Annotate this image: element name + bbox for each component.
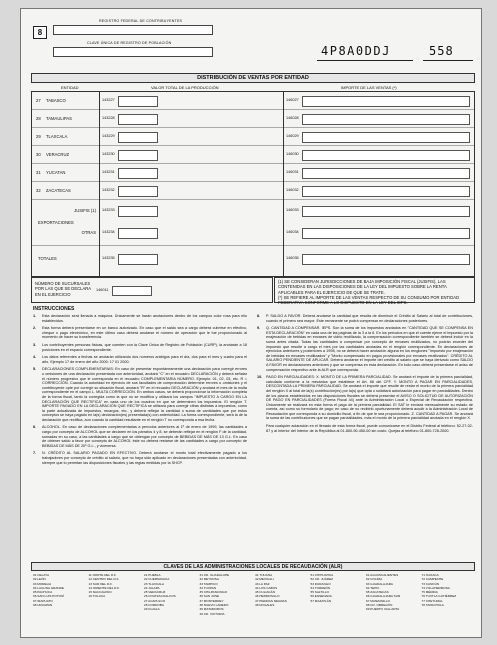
row-number: 32 xyxy=(36,188,41,193)
alr-column xyxy=(255,573,287,607)
alr-code-item: 11 NORTE DEL D.F. xyxy=(88,573,117,577)
table-notes xyxy=(274,277,475,306)
row-entity: TAMAULIPAS xyxy=(46,116,72,121)
alr-code-item: 46 HERMOSILLO xyxy=(255,594,280,599)
alr-code-item: 51 CHIHUAHUA xyxy=(310,573,334,577)
alr-code-item: 08 URUAPAN xyxy=(33,603,53,608)
alr-column xyxy=(89,573,120,599)
tax-form-page xyxy=(20,8,482,638)
importe-field[interactable] xyxy=(302,206,470,217)
alr-code-item: 77 CHETUMAL xyxy=(421,598,443,603)
col-header-valor: VALOR TOTAL DE LA PRODUCCIÓN xyxy=(151,85,219,90)
rfc-field[interactable] xyxy=(53,25,213,35)
export-label: EXPORTACIONES xyxy=(38,220,74,225)
column-divider xyxy=(283,91,284,277)
importe-field[interactable] xyxy=(302,114,470,125)
row-entity: VERACRUZ xyxy=(46,152,70,157)
alr-code-item: 31 CD. GUADALUPE xyxy=(199,573,230,577)
alr-code-item: 76 TUXTLA GUTIÉRREZ xyxy=(421,594,457,599)
row-number: 31 xyxy=(36,170,41,175)
row-code-b: 146030 xyxy=(286,152,299,156)
valor-field[interactable] xyxy=(118,96,158,107)
alr-code-item: 74 VILLAHERMOSA xyxy=(421,585,450,590)
alr-code-item: 27 ACAPULCO xyxy=(144,598,166,603)
row-entity: TLAXCALA xyxy=(46,134,68,139)
alr-code-item: 78 TAPACHULA xyxy=(421,603,444,608)
row-entity: OTRAS xyxy=(81,230,96,235)
importe-field[interactable] xyxy=(302,228,470,239)
importe-field[interactable] xyxy=(302,132,470,143)
alr-code-item: 45 CULIACÁN xyxy=(255,590,275,595)
alr-code-item: 21 PUEBLA xyxy=(144,573,161,577)
alr-column xyxy=(311,573,334,603)
instruction-contact: Para cualquier aclaración en el llenado de esta forma fiscal, puede comunicarse en el Distrito Federal al teléfono: 52-27-02-87 y al Interior del Interior de la República al 01-800-90-450-00 sin costo. Quejas al teléfono 01-800-728-2000. xyxy=(266,424,473,433)
row-code-a: 143230 xyxy=(102,152,115,156)
valor-total-field[interactable] xyxy=(118,254,158,265)
alr-code-item: 65 ZACATECAS xyxy=(366,590,389,595)
alr-code-item: 33 TAMPICO xyxy=(199,581,218,586)
instructions-right-column xyxy=(257,314,473,436)
alr-code-item: 57 MAZATLÁN xyxy=(310,598,332,603)
curp-label: CLAVE ÚNICA DE REGISTRO DE POBLACIÓN xyxy=(87,41,172,45)
alr-code-item: 48 NOGALES xyxy=(255,603,275,608)
alr-code-item: 71 OAXACA xyxy=(421,573,439,577)
page-handwritten-value: 558 xyxy=(429,44,454,58)
valor-field[interactable] xyxy=(118,228,158,239)
importe-field[interactable] xyxy=(302,186,470,197)
instruction-item: 5. DECLARACIONES COMPLEMENTARIAS: En caso de presentar espontáneamente una declaración para corregir errores u omisiones de una declaración presentada con anterioridad, anotará "C" en el recuadro DECLARACIÓN y deberá señalar el número progresivo que le corresponda en el recuadro COMPLEMENTARIA NÚMERO. Ejemplo: 01, 02, 03, etc. R = CORRECCIÓN. Cuando la autoridad en ejercicio de sus facultades de comprobación determine errores u omisiones y el contribuyente opte por corregir su situación fiscal, anotará "R" en el recuadro DECLARACIÓN y anotará el mes de la multa correspondiente en el campo L. MULTA CORRECCIÓN. En ambos casos, se deberá proporcionar la información completa de la forma fiscal, tanto la corregida como la que no se modifica y utilizará los campos "IMPUESTO A CARGO EN LA DECLARACIÓN QUE RECTIFICA" en cada uno de los cuadros en que se determinen los impuestos. El renglón T. IMPORTE PAGADO EN LA DECLARACIÓN QUE RECTIFICA se utilizará para corregir cifras distintas a impuestos, como la parte actualizada de impuestos, recargos, etc., y deberá reflejar la cantidad o suma de cantidades que por estos conceptos se haya pagado en la(s) declaración(es) presentada(s) con anterioridad. La forma correspondiente, será la de la declaración que rectifica, aun cuando la cantidad resultante en el renglón T no corresponda a esa fecha. xyxy=(33,367,247,422)
alr-code-item: 53 DURANGO xyxy=(310,581,331,586)
sucursales-code: 146011 xyxy=(96,288,109,292)
alr-code-item: 05 PACHUCA xyxy=(33,590,53,595)
row-code-a: 143229 xyxy=(102,134,115,138)
row-number: 29 xyxy=(36,134,41,139)
alr-code-item: 38 NUEVO LAREDO xyxy=(199,603,229,608)
row-code-a: 143233 xyxy=(102,208,115,212)
page-number-box: 8 xyxy=(33,26,47,39)
table-title: DISTRIBUCIÓN DE VENTAS POR ENTIDAD xyxy=(31,73,475,83)
alr-code-item: 66 GUADALAJARA SUR xyxy=(366,594,401,599)
alr-code-item: 34 TUXPAN xyxy=(199,585,217,590)
alr-title: CLAVES DE LAS ADMINISTRACIONES LOCALES DE RECAUDACIÓN (ALR) xyxy=(31,562,475,571)
alr-column xyxy=(144,573,176,612)
alr-code-item: 40 CD. VICTORIA xyxy=(199,611,225,616)
note-jusifis: (1) SE CONSIDERAN JURISDICCIONES DE BAJA IMPOSICIÓN FISCAL (JUSIFIS), LAS CONTENIDAS EN LAS DISPOSICIONES DE LA LEY DEL IMPUESTO SOBRE LA RENTA APLICABLES PARA EL EJERCICIO DE QUE SE TRATE. xyxy=(278,279,447,295)
sucursales-field[interactable] xyxy=(112,286,152,296)
importe-field[interactable] xyxy=(302,150,470,161)
valor-field[interactable] xyxy=(118,114,158,125)
valor-field[interactable] xyxy=(118,168,158,179)
alr-code-item: 68 CD. OBREGÓN xyxy=(366,603,393,608)
alr-code-item: 23 TLAXCALA xyxy=(144,581,165,586)
alr-code-item: 55 SALTILLO xyxy=(310,590,330,595)
alr-code-item: 03 MORELIA xyxy=(33,581,52,586)
sales-distribution-table xyxy=(31,91,475,277)
row-entity: JUSIFIS (1) xyxy=(74,208,96,213)
alr-code-grid xyxy=(31,573,475,629)
row-entity: ZACATECAS xyxy=(46,188,71,193)
alr-code-item: 42 MEXICALI xyxy=(255,577,274,582)
page-underline xyxy=(423,60,473,61)
alr-code-item: 54 TORREÓN xyxy=(310,585,331,590)
importe-total-field[interactable] xyxy=(302,254,470,265)
alr-code-item: 47 PIEDRAS NEGRAS xyxy=(255,598,287,603)
alr-code-item: 75 MÉRIDA xyxy=(421,590,438,595)
rfc-underline xyxy=(317,60,413,61)
rfc-handwritten-value: 4P8A0DDJ xyxy=(321,44,391,58)
rfc-label: REGISTRO FEDERAL DE CONTRIBUYENTES xyxy=(99,19,183,23)
instructions-title: INSTRUCCIONES xyxy=(33,306,75,312)
row-entity: TABASCO xyxy=(46,98,66,103)
instruction-item: 10. PAGO EN PARCIALIDADES: X. MONTO DE LA PRIMERA PARCIALIDAD. Se anotará el importe de la primera parcialidad, calculada conforme a la mecánica que establece el Art. 66 del CFF. Y. MONTO A PAGAR EN PARCIALIDADES, DESCONTADA LA PRIMERA PARCIALIDAD. Se anotará el importe que resulte de restar el monto de la primera parcialidad del renglón X al total de la(s) contribución(es) por la(s) que opta o solicitará autorización para pagar en parcialidades. Dentro de los plazos establecidos en las disposiciones fiscales se deberá presentar el AVISO O SOLICITUD DE AUTORIZACIÓN DE PAGO EN PARCIALIDADES (Forma Fiscal 44) ante la Administración Local o Especial de Recaudación respectiva. Únicamente se realizará en esta forma el pago de la primera parcialidad. El SAT le enviará mensualmente su estado de cuenta, así como su formulario de pago; en caso de no recibirlo oportunamente deberá acudir a la Administración Local de Recaudación que corresponda a su domicilio fiscal, a fin de que le sea proporcionado. Z. CANTIDAD A PAGAR. Se anotará la suma de las contribuciones que se pagan parcialidades, más el monto de la primera parcialidad anotada en el renglón X. xyxy=(257,375,473,421)
column-divider xyxy=(99,91,100,277)
totals-label: TOTALES xyxy=(38,256,57,261)
valor-field[interactable] xyxy=(118,132,158,143)
alr-code-item: 52 CD. JUÁREZ xyxy=(310,577,334,582)
alr-code-item: 56 ENSENADA xyxy=(310,594,332,599)
instruction-item: 3. Los contribuyentes personas físicas, que cuenten con la Clave Única de Registro de Población (CURP), la anotarán a 18 posiciones en el espacio correspondiente. xyxy=(33,342,247,352)
row-code-b: 146031 xyxy=(286,170,299,174)
row-code-b: 146032 xyxy=(286,188,299,192)
row-code-a: 143232 xyxy=(102,188,115,192)
alr-code-item: 04 LAGUNA GRANDE xyxy=(33,585,64,590)
valor-field[interactable] xyxy=(118,150,158,161)
alr-column xyxy=(33,573,64,607)
alr-code-item: 16 TOLUCA xyxy=(88,594,106,599)
row-code-b: 146034 xyxy=(286,230,299,234)
row-code-b: 146028 xyxy=(286,116,299,120)
alr-code-item: 69 PUERTO VALLARTA xyxy=(366,607,400,612)
alr-code-item: 26 COATZACOALCOS xyxy=(144,594,176,599)
alr-code-item: 22 CUERNAVACA xyxy=(144,577,170,582)
valor-field[interactable] xyxy=(118,206,158,217)
alr-code-item: 02 LEÓN xyxy=(33,577,46,582)
alr-code-item: 44 LOS CABOS xyxy=(255,585,278,590)
alr-code-item: 29 IGUALA xyxy=(144,607,160,612)
instruction-item: 7. N. CRÉDITO AL SALARIO PAGADO EN EFECTIVO. Deberá anotarse el monto total efectivamente pagado a los trabajadores por concepto de crédito al salario, que no haya sido aplicado en declaraciones presentadas con anterioridad, siempre que lo permitan las disposiciones fiscales y las reglas emitidas por la SHCP. xyxy=(33,451,247,465)
alr-code-item: 37 MONTERREY xyxy=(199,598,224,603)
alr-code-item: 07 IRAPUATO xyxy=(33,598,53,603)
col-header-entidad: ENTIDAD xyxy=(61,85,79,90)
valor-field[interactable] xyxy=(118,186,158,197)
alr-column xyxy=(422,573,457,607)
instruction-item: 9. Q. CANTIDAD A COMPENSAR. IEPS. Son la suma de los impuestos anotados en "CANTIDAD QUE SE COMPENSA EN ESTA DECLARACIÓN" en cada una de las páginas de la 3 a la 6. En los períodos en que el cuente ejerce el impuesto por la enajenación de bebidas en envases de vidrio reutilizado, la compensación correspondiente también se deberá incluir en la suma antes citada. Todas las cantidades a compensar por concepto de envases reutilizados, no podrán exceder del impuesto que resulte a cargo el mes por las cantidades anotadas en el renglón correspondiente. En declaraciones de ejercicios anteriores y posteriores a 1998, no se deberá hacer anotación alguna en los renglones "Impuesto por enajenación de bebidas en envases reutilizados" y "Monto compensado en pagos provisionales por envases reutilizados". CRÉDITO AL SALARIO PENDIENTE DE APLICAR. Deberá anotarse el importe del crédito al salario que se haya derivado como SALDO A FAVOR en declaraciones anteriores y que se compensa en esta declaración. En todo caso deberá presentarse el aviso de compensación respectivo ante la ALR que corresponda. xyxy=(257,326,474,372)
alr-code-item: 32 REYNOSA xyxy=(199,577,219,582)
note-ieps: (*) SE REFIERE AL IMPORTE DE LAS VENTAS RESPECTO DE SU CONSUMO POR ENTIDAD FEDERATIVA CONFORME A LO DISPUESTO EN LA LEY DEL IEPS. xyxy=(278,294,460,306)
sucursales-box xyxy=(31,277,273,303)
row-code-b: 146027 xyxy=(286,98,299,102)
row-code-b: 146035 xyxy=(286,256,299,260)
alr-code-item: 13 SUR DEL D.F. xyxy=(88,581,113,586)
alr-code-item: 72 CAMPECHE xyxy=(421,577,444,582)
alr-code-item: 62 COLIMA xyxy=(366,577,383,582)
importe-field[interactable] xyxy=(302,168,470,179)
row-code-a: 143234 xyxy=(102,230,115,234)
alr-code-item: 28 CORDOBA xyxy=(144,603,164,608)
alr-code-item: 12 CENTRO DEL D.F. xyxy=(88,577,119,582)
row-code-b: 146033 xyxy=(286,208,299,212)
instruction-item: 4. Los datos referentes a fechas se anotarán utilizando dos números arábigos para el día, dos para el mes y cuatro para el año. Ejemplo 17 de enero del año 2000: 17 01 2000. xyxy=(33,355,247,364)
alr-code-item: 67 MANZANILLO xyxy=(366,598,391,603)
row-code-b: 146029 xyxy=(286,134,299,138)
instructions-left-column xyxy=(33,314,247,468)
alr-code-item: 73 CANCÚN xyxy=(421,581,440,586)
instruction-item: 8. P. SALDO A FAVOR. Deberá anotarse la cantidad que resulta de disminuir el Crédito al Salario al total de contribuciones, cuando el primero sea mayor. Este remanente se podrá compensar en declaraciones posteriores. xyxy=(257,314,473,323)
row-code-a: 143231 xyxy=(102,170,115,174)
instruction-item: 6. ALCOHOL. En caso de declaraciones complementarias a períodos anteriores al 1º de enero de 1999, las cantidades a cargo por concepto de ALCOHOL que se declaren en los párrafos 4 y 8, se deberán reflejar en el renglón F de la cantidad, sumadas en su caso, a las cantidades a cargo que se obtengan por concepto de BEBIDAS DE MÁS DE 13 G.L. En caso de obtener saldo a favor por concepto de ALCOHOL éste no deberá restarse de las cantidades a cargo por concepto de BEBIDAS DE MÁS DE 20º G.L., y viceversa. xyxy=(33,425,247,448)
row-number: 27 xyxy=(36,98,41,103)
alr-code-item: 36 SAN JOSE xyxy=(199,594,220,599)
alr-code-item: 14 ORIENTE DEL D.F. xyxy=(88,585,120,590)
alr-code-item: 64 TEPIC xyxy=(366,585,380,590)
alr-code-item: 24 JALAPA xyxy=(144,585,160,590)
alr-code-item: 15 NAUCALPAN xyxy=(88,590,112,595)
row-number: 28 xyxy=(36,116,41,121)
alr-code-item: 35 CHILPANCINGO xyxy=(199,590,228,595)
row-entity: YUCATAN xyxy=(46,170,66,175)
sucursales-label: NÚMERO DE SUCURSALES POR LAS QUE SE DECLARA EN EL EJERCICIO xyxy=(35,281,91,297)
curp-field[interactable] xyxy=(53,47,213,57)
alr-column xyxy=(366,573,400,612)
alr-code-item: 61 AGUASCALIENTES xyxy=(366,573,399,577)
alr-code-item: 63 GUADALAJARA xyxy=(366,581,393,586)
row-code-a: 143235 xyxy=(102,256,115,260)
importe-field[interactable] xyxy=(302,96,470,107)
alr-code-item: 39 MATAMOROS xyxy=(199,607,224,612)
row-number: 30 xyxy=(36,152,41,157)
row-code-a: 143227 xyxy=(102,98,115,102)
alr-code-item: 25 VERACRUZ xyxy=(144,590,166,595)
alr-column xyxy=(200,573,230,616)
alr-code-item: 43 LA PAZ xyxy=(255,581,270,586)
instruction-item: 2. Esta forma deberá presentarse en un banco autorizado. En caso que el saldo sea a cargo deberá cubrirse en efectivo, cheque o pago electrónico, en este último caso deberá anotarse el número de operación que le fue proporcionado al momento de hacer su transferencia. xyxy=(33,326,247,340)
row-code-a: 143228 xyxy=(102,116,115,120)
alr-code-item: 01 CELAYA xyxy=(33,573,50,577)
alr-code-item: 06 SAN LUIS POTOSÍ xyxy=(33,594,64,599)
alr-code-item: 41 TIJUANA xyxy=(255,573,273,577)
col-header-importe: IMPORTE DE LAS VENTAS (*) xyxy=(341,85,397,90)
instruction-item: 1. Esta declaración será llenada a máquina. Únicamente se harán anotaciones dentro de los campos color rosa para ello establecidos. xyxy=(33,314,247,323)
